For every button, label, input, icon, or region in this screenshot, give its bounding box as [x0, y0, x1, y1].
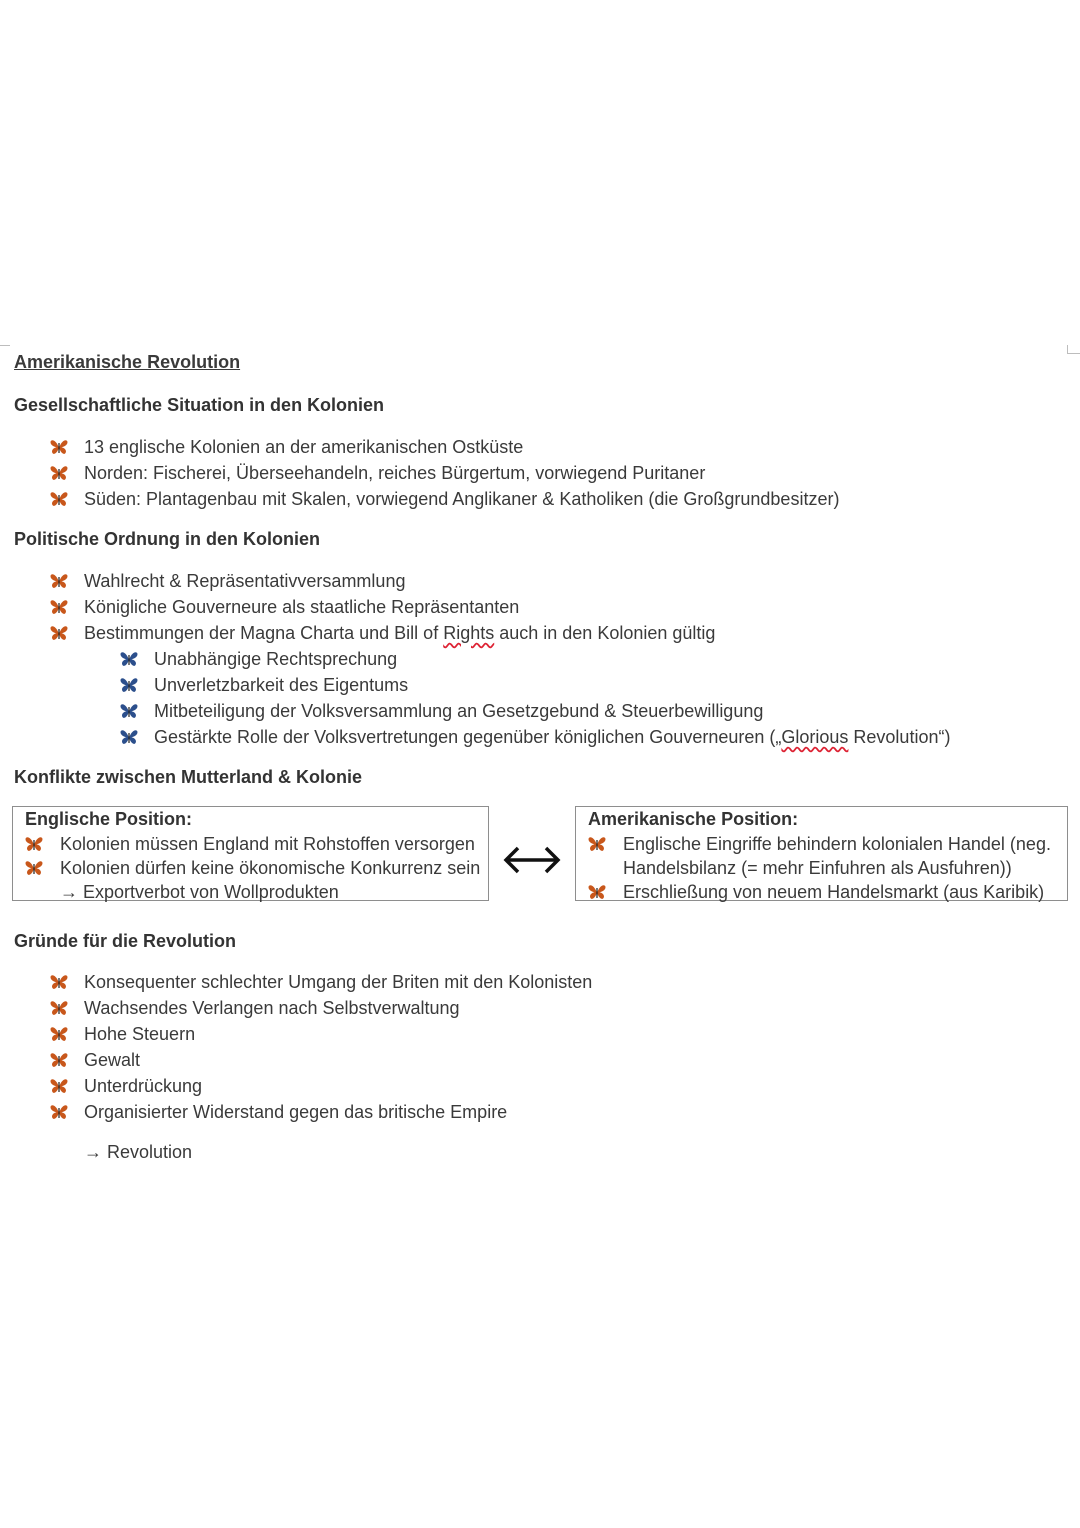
- american-position-title: Amerikanische Position:: [588, 809, 799, 829]
- list-politik: [50, 568, 950, 750]
- butterfly-icon: [25, 860, 43, 876]
- list-item: [25, 832, 480, 856]
- list-item-note: [25, 880, 480, 904]
- heading-gesellschaft: Gesellschaftliche Situation in den Kolonien: [14, 395, 385, 415]
- list-gesellschaft: [50, 434, 839, 512]
- butterfly-icon: [50, 1078, 68, 1094]
- list-gruende: [50, 969, 592, 1125]
- list-item-text: Wahlrecht & Repräsentativversammlung: [84, 571, 406, 591]
- butterfly-icon: [588, 884, 606, 900]
- list-item-text: Wachsendes Verlangen nach Selbstverwaltung: [84, 998, 460, 1018]
- butterfly-icon: [120, 677, 138, 693]
- list-item: [588, 832, 1051, 856]
- list-item-text: Unterdrückung: [84, 1076, 203, 1096]
- english-position-box: [12, 806, 489, 901]
- list-item: [50, 460, 839, 486]
- butterfly-icon: [50, 439, 68, 455]
- list-item-text: Süden: Plantagenbau mit Skalen, vorwiegend Anglikaner & Katholiken (die Großgrundbesitzer): [84, 489, 840, 509]
- american-position-list: [588, 832, 1051, 904]
- butterfly-icon: [50, 599, 68, 615]
- list-item: [50, 568, 950, 594]
- list-item: [50, 1047, 592, 1073]
- list-item-text: auch in den Kolonien gültig: [494, 623, 716, 643]
- list-item-text: Konsequenter schlechter Umgang der Briten mit den Kolonisten: [84, 972, 593, 992]
- butterfly-icon: [50, 1026, 68, 1042]
- page-corner-mark-right: [1067, 345, 1080, 354]
- heading-politik: Politische Ordnung in den Kolonien: [14, 529, 320, 549]
- sub-list-item-text: Unverletzbarkeit des Eigentums: [154, 675, 409, 695]
- butterfly-icon: [50, 491, 68, 507]
- list-item: [50, 969, 592, 995]
- page-corner-mark-left: [0, 345, 10, 349]
- sub-list-item: [120, 672, 950, 698]
- english-position-title: Englische Position:: [25, 809, 193, 829]
- list-item: [50, 486, 839, 512]
- butterfly-icon: [120, 729, 138, 745]
- list-item: [50, 1073, 592, 1099]
- revolution-result: → Revolution: [84, 1142, 193, 1162]
- butterfly-icon: [120, 651, 138, 667]
- list-item-text: Norden: Fischerei, Überseehandeln, reiches Bürgertum, vorwiegend Puritaner: [84, 463, 706, 483]
- butterfly-icon: [50, 465, 68, 481]
- list-item: [50, 1021, 592, 1047]
- list-item-continuation: [588, 856, 1051, 880]
- butterfly-icon: [588, 836, 606, 852]
- list-item-text: Königliche Gouverneure als staatliche Repräsentanten: [84, 597, 520, 617]
- document-title: Amerikanische Revolution: [14, 352, 241, 372]
- butterfly-icon: [50, 1000, 68, 1016]
- spellcheck-underlined-word: Rights: [443, 623, 495, 643]
- sub-list-item-text: Unabhängige Rechtsprechung: [154, 649, 398, 669]
- english-position-list: [25, 832, 480, 904]
- heading-konflikte: Konflikte zwischen Mutterland & Kolonie: [14, 767, 363, 787]
- sub-list-item-text: Revolution“): [848, 727, 951, 747]
- list-item: [50, 434, 839, 460]
- list-item-text: Organisierter Widerstand gegen das britische Empire: [84, 1102, 508, 1122]
- sub-list-item: [120, 646, 950, 672]
- sub-list-item-text: Gestärkte Rolle der Volksvertretungen gegenüber königlichen Gouverneuren („: [154, 727, 782, 747]
- american-position-box: [575, 806, 1068, 901]
- spellcheck-underlined-word: Glorious: [781, 727, 849, 747]
- list-item-text: Kolonien dürfen keine ökonomische Konkurrenz sein: [60, 858, 481, 878]
- list-item-text: Kolonien müssen England mit Rohstoffen versorgen: [60, 834, 475, 854]
- list-item-text: Erschließung von neuem Handelsmarkt (aus Karibik): [623, 882, 1045, 902]
- butterfly-icon: [50, 1052, 68, 1068]
- butterfly-icon: [50, 625, 68, 641]
- butterfly-icon: [25, 836, 43, 852]
- list-item-text: 13 englische Kolonien an der amerikanischen Ostküste: [84, 437, 524, 457]
- butterfly-icon: [50, 573, 68, 589]
- list-item: [50, 995, 592, 1021]
- list-item: [50, 1099, 592, 1125]
- butterfly-icon: [50, 974, 68, 990]
- list-item: [50, 594, 950, 620]
- list-item-text: Handelsbilanz (= mehr Einfuhren als Ausfuhren)): [623, 858, 1012, 878]
- double-arrow-icon: [501, 842, 563, 878]
- sub-list-item-text: Mitbeteiligung der Volksversammlung an Gesetzgebund & Steuerbewilligung: [154, 701, 764, 721]
- butterfly-icon: [120, 703, 138, 719]
- list-item-text: Bestimmungen der Magna Charta und Bill of: [84, 623, 444, 643]
- export-ban-note: → Exportverbot von Wollprodukten: [60, 882, 339, 902]
- heading-gruende: Gründe für die Revolution: [14, 931, 237, 951]
- list-item: [25, 856, 480, 880]
- butterfly-icon: [50, 1104, 68, 1120]
- sub-list-item: [120, 698, 950, 724]
- list-item-text: Englische Eingriffe behindern kolonialen Handel (neg.: [623, 834, 1051, 854]
- list-item-text: Gewalt: [84, 1050, 141, 1070]
- list-item: [50, 620, 950, 646]
- sub-list-item: [120, 724, 950, 750]
- list-item: [588, 880, 1051, 904]
- list-item-text: Hohe Steuern: [84, 1024, 196, 1044]
